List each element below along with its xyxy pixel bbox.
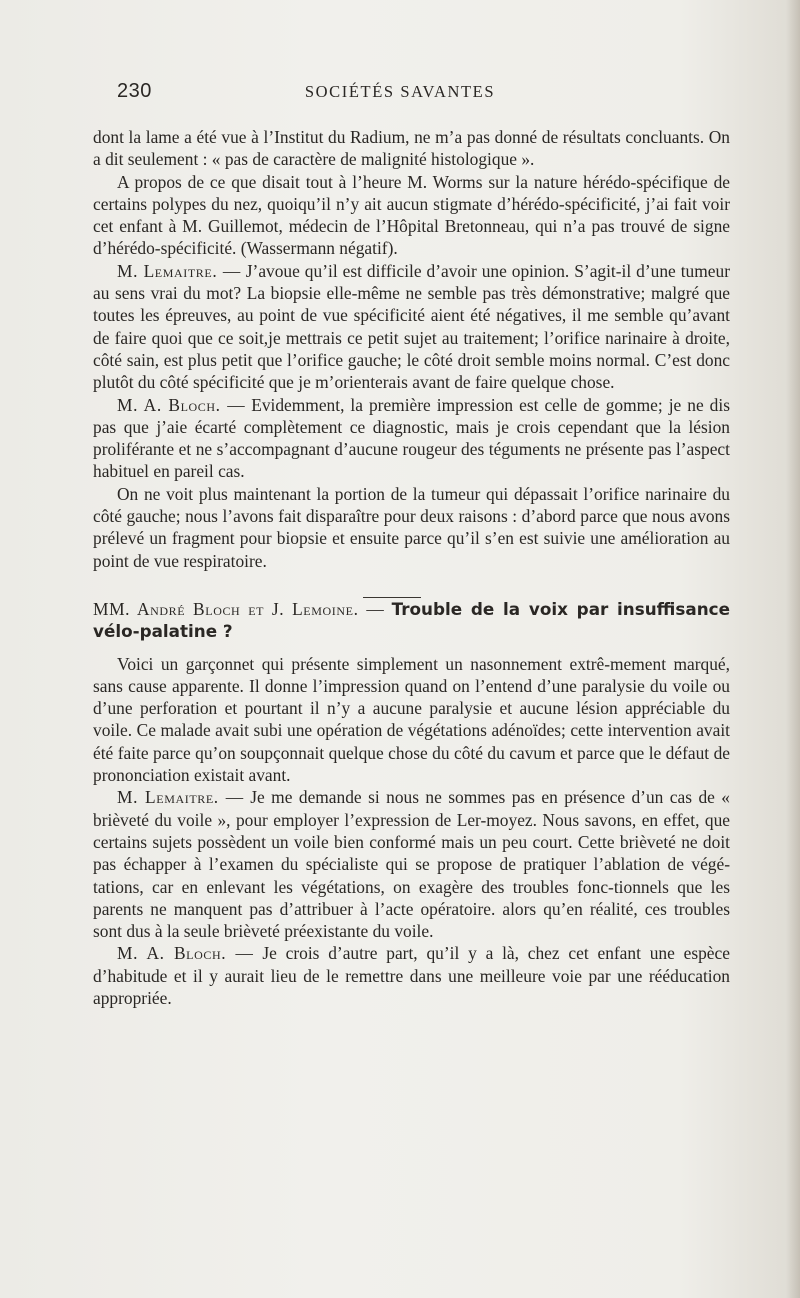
paragraph: Voici un garçonnet qui présente simplement un nasonnement extrê-mement marqué, sans cause apparente. Il donne l’impression quand on l’entend d’une paralysie du voile ou d’une perforation et pourtant il n’y a aucune paralysie et aucune lésion appréciable du voile. Ce malade avait subi une opération de végétations adénoïdes; cette intervention avait été faite parce qu’on soupçonnait quelque chose du côté du cavum et parce que le défaut de prononciation existait avant. [93,653,730,786]
speaker-name: M. A. Bloch. — [117,394,246,415]
paragraph-text: Je crois d’autre part, qu’il y a là, chez cet enfant une espèce d’habitude et il y aurait lieu de le remettre dans une meilleure voie par une rééducation appropriée. [93,943,730,1008]
speaker-name: M. Lemaitre. — [117,787,244,808]
speaker-paragraph [93,394,730,483]
page-header [0,80,800,106]
speaker-name: M. A. Bloch. — [117,943,254,964]
paragraph-text: Je me demande si nous ne sommes pas en présence d’un cas de « brièveté du voile », pour employer l’expression de Ler-moyez. Nous savons, en effet, que certains sujets possèdent un voile bien conformé mais un peu court. Cette brièveté ne doit pas échapper à l’examen du spécialiste qui se propose de pratiquer l’ablation de végé-tations, car en enlevant les végétations, on exagère des troubles fonc-tionnels que les parents ne manquent pas d’attribuer à l’acte opératoire. alors qu’en réalité, ces troubles sont dus à la seule brièveté préexistante du voile. [93,787,730,942]
paragraph-text: J’avoue qu’il est difficile d’avoir une opinion. S’agit-il d’une tumeur au sens vrai du mot? La biopsie elle-même ne semble pas très démonstrative; malgré que toutes les épreuves, au point de vue spécificité aient été négatives, il me semble qu’avant de faire quoi que ce soit,je mettrais ce petit sujet au traitement; l’orifice narinaire à droite, côté sain, est plus petit que l’orifice gauche; le côté droit semble moins normal. C’est donc plutôt du côté spécificité que je m’orienterais avant de faire quelque chose. [93,260,730,393]
paragraph: A propos de ce que disait tout à l’heure M. Worms sur la nature hérédo-spécifique de certains polypes du nez, quoiqu’il n’y ait aucun stigmate d’hérédo-spécificité, j’ai fait voir cet enfant à M. Guillemot, médecin de l’Hôpital Bretonneau, qui n’a pas trouvé de signe d’hérédo-spécificité. (Wassermann négatif). [93,171,730,259]
speaker-paragraph [93,786,730,942]
article-body [93,126,730,1009]
page-number: 230 [117,80,152,102]
speaker-name: M. Lemaitre. — [117,260,241,281]
section-title: Trouble de la voix par insuffisance vélo-palatine ? [93,598,730,642]
section-heading [93,598,730,643]
paragraph: dont la lame a été vue à l’Institut du Radium, ne m’a pas donné de résultats concluants. On a dit seulement : « pas de caractère de malignité histologique ». [93,127,730,170]
running-head: SOCIÉTÉS SAVANTES [304,82,496,101]
page-edge-shadow [786,0,800,1298]
section-authors: MM. André Bloch et J. Lemoine. — [93,598,385,619]
speaker-paragraph [93,260,730,394]
paragraph-text: Evidemment, la première impression est celle de gomme; je ne dis pas que j’aie écarté complètement ce diagnostic, mais je crois cependant que la lésion proliférante et ne s’accompagnant d’aucune rougeur des téguments ne présente pas l’aspect habituel en pareil cas. [93,394,730,482]
paragraph: On ne voit plus maintenant la portion de la tumeur qui dépassait l’orifice narinaire du côté gauche; nous l’avons fait disparaître pour deux raisons : d’abord parce que nous avons prélevé un fragment pour biopsie et ensuite parce qu’il s’en est suivie une amélioration au point de vue respiratoire. [93,483,730,571]
speaker-paragraph [93,942,730,1009]
